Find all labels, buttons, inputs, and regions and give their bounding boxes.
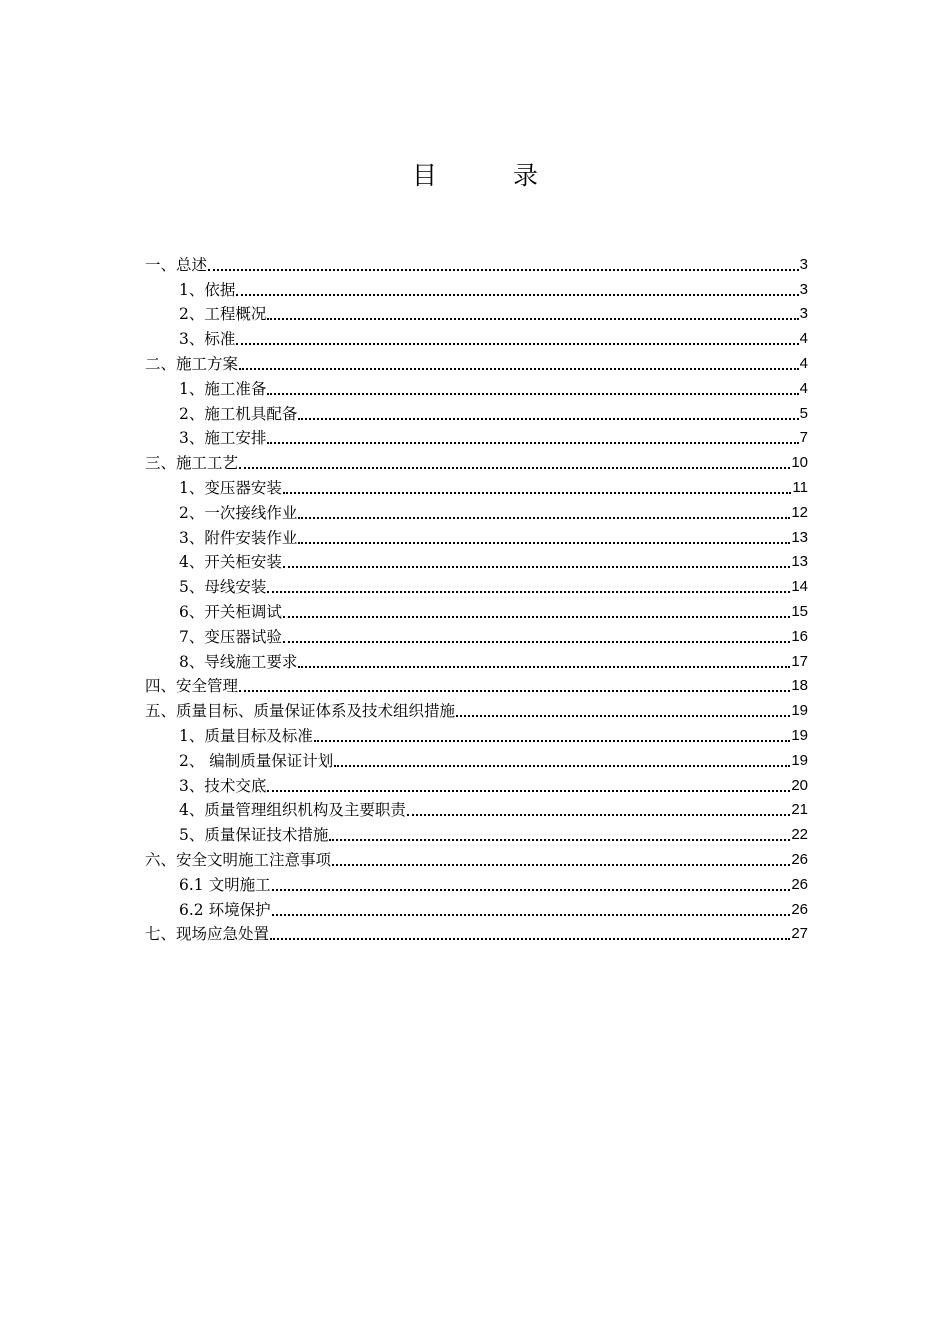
toc-entry[interactable] [145, 250, 808, 275]
toc-entry[interactable] [145, 746, 808, 771]
toc-page-number: 11 [792, 478, 808, 496]
toc-entry-label[interactable]: 3、技术交底 [179, 776, 267, 795]
toc-page-number: 3 [799, 280, 808, 298]
toc-entry-label[interactable]: 四、安全管理 [145, 677, 239, 696]
toc-entry-label[interactable]: 5、母线安装 [179, 578, 267, 597]
toc-entry[interactable] [145, 374, 808, 399]
toc-leader-dots [329, 825, 790, 841]
toc-entry-label[interactable]: 3、附件安装作业 [179, 528, 298, 547]
toc-entry-label[interactable]: 三、施工工艺 [145, 454, 239, 473]
toc-leader-dots [298, 652, 790, 668]
toc-entry[interactable] [145, 572, 808, 597]
toc-page-number: 19 [791, 751, 808, 769]
toc-entry-label[interactable]: 六、安全文明施工注意事项 [145, 850, 332, 869]
toc-page-number: 26 [791, 875, 808, 893]
toc-page-number: 26 [791, 900, 808, 918]
toc-leader-dots [267, 776, 790, 792]
toc-page-number: 20 [791, 776, 808, 794]
toc-page-number: 15 [791, 602, 808, 620]
toc-entry[interactable] [145, 300, 808, 325]
toc-page-number: 12 [791, 503, 808, 521]
toc-entry-label[interactable]: 1、施工准备 [179, 379, 267, 398]
toc-leader-dots [456, 701, 790, 717]
toc-page-number: 7 [799, 429, 808, 447]
toc-page-number: 16 [791, 627, 808, 645]
toc-entry[interactable] [145, 597, 808, 622]
toc-page-number: 13 [791, 553, 808, 571]
toc-entry[interactable] [145, 523, 808, 548]
toc-page-number: 17 [791, 652, 808, 670]
toc-page-number: 19 [791, 726, 808, 744]
toc-entry-label[interactable]: 3、施工安排 [179, 429, 267, 448]
toc-entry-label[interactable]: 2、工程概况 [179, 305, 267, 324]
toc-leader-dots [298, 528, 790, 544]
toc-leader-dots [236, 329, 798, 345]
toc-page-number: 18 [791, 677, 808, 695]
toc-entry[interactable] [145, 275, 808, 300]
toc-entry-label[interactable]: 七、现场应急处置 [145, 925, 270, 944]
toc-entry-label[interactable]: 5、质量保证技术措施 [179, 826, 329, 845]
toc-entry[interactable] [145, 895, 808, 920]
toc-page-number: 5 [799, 404, 808, 422]
toc-entry[interactable] [145, 696, 808, 721]
toc-page-number: 21 [791, 801, 808, 819]
toc-entry-label[interactable]: 7、变压器试验 [179, 627, 282, 646]
toc-entry[interactable] [145, 672, 808, 697]
toc-leader-dots [283, 602, 790, 618]
toc-entry[interactable] [145, 498, 808, 523]
toc-entry-label[interactable]: 4、质量管理组织机构及主要职责 [179, 801, 406, 820]
toc-leader-dots [283, 478, 792, 494]
toc-entry[interactable] [145, 870, 808, 895]
toc-entry-label[interactable]: 6、开关柜调试 [179, 602, 282, 621]
toc-page-number: 19 [791, 702, 808, 720]
toc-entry-label[interactable]: 4、开关柜安装 [179, 553, 282, 572]
toc-entry-label[interactable]: 2、一次接线作业 [179, 503, 298, 522]
toc-entry-label[interactable]: 1、质量目标及标准 [179, 726, 313, 745]
toc-page-number: 4 [799, 354, 808, 372]
toc-entry[interactable] [145, 796, 808, 821]
toc-page-number: 3 [799, 305, 808, 323]
toc-entry[interactable] [145, 845, 808, 870]
toc-leader-dots [407, 800, 790, 816]
toc-entry-label[interactable]: 1、变压器安装 [179, 478, 282, 497]
toc-entry-label[interactable]: 一、总述 [145, 255, 208, 274]
toc-entry[interactable] [145, 622, 808, 647]
toc-entry-label[interactable]: 2、 编制质量保证计划 [179, 751, 334, 770]
toc-entry-label[interactable]: 2、施工机具配备 [179, 404, 298, 423]
toc-page-number: 26 [791, 850, 808, 868]
toc-page-number: 14 [791, 578, 808, 596]
toc-entry-label[interactable]: 6.2 环境保护 [179, 900, 271, 919]
toc-entry[interactable] [145, 324, 808, 349]
toc-leader-dots [267, 304, 798, 320]
toc-leader-dots [332, 850, 790, 866]
toc-leader-dots [267, 428, 798, 444]
toc-entry-label[interactable]: 8、导线施工要求 [179, 652, 298, 671]
toc-entry-label[interactable]: 1、依据 [179, 280, 236, 299]
toc-leader-dots [267, 379, 798, 395]
toc-entry[interactable] [145, 771, 808, 796]
toc-leader-dots [239, 676, 790, 692]
toc-leader-dots [272, 900, 791, 916]
toc-entry[interactable] [145, 349, 808, 374]
toc-entry[interactable] [145, 473, 808, 498]
toc-entry[interactable] [145, 721, 808, 746]
toc-leader-dots [298, 404, 798, 420]
toc-entry[interactable] [145, 448, 808, 473]
toc-leader-dots [314, 726, 790, 742]
page-title: 目 录 [412, 161, 572, 190]
toc-page-number: 27 [791, 925, 808, 943]
toc-entry[interactable] [145, 920, 808, 945]
toc-leader-dots [239, 453, 790, 469]
toc-leader-dots [270, 924, 790, 940]
toc-entry-label[interactable]: 3、标准 [179, 330, 236, 349]
toc-entry[interactable] [145, 820, 808, 845]
toc-page-number: 13 [791, 528, 808, 546]
toc-leader-dots [236, 280, 798, 296]
toc-page-number: 4 [799, 330, 808, 348]
toc-entry[interactable] [145, 548, 808, 573]
toc-page-number: 3 [799, 255, 808, 273]
toc-page-number: 4 [799, 379, 808, 397]
toc-entry[interactable] [145, 399, 808, 424]
toc-entry[interactable] [145, 424, 808, 449]
toc-entry-label[interactable]: 五、质量目标、质量保证体系及技术组织措施 [145, 702, 456, 721]
toc-page-number: 10 [791, 454, 808, 472]
toc-leader-dots [267, 577, 790, 593]
toc-entry-label[interactable]: 6.1 文明施工 [179, 875, 271, 894]
toc-leader-dots [298, 503, 790, 519]
toc-leader-dots [283, 627, 790, 643]
toc-leader-dots [334, 751, 790, 767]
toc-entry[interactable] [145, 647, 808, 672]
toc-leader-dots [208, 255, 799, 271]
toc-leader-dots [239, 354, 799, 370]
table-of-contents [145, 250, 808, 944]
toc-entry-label[interactable]: 二、施工方案 [145, 354, 239, 373]
toc-page-number: 22 [791, 826, 808, 844]
toc-leader-dots [272, 875, 791, 891]
toc-leader-dots [283, 552, 790, 568]
